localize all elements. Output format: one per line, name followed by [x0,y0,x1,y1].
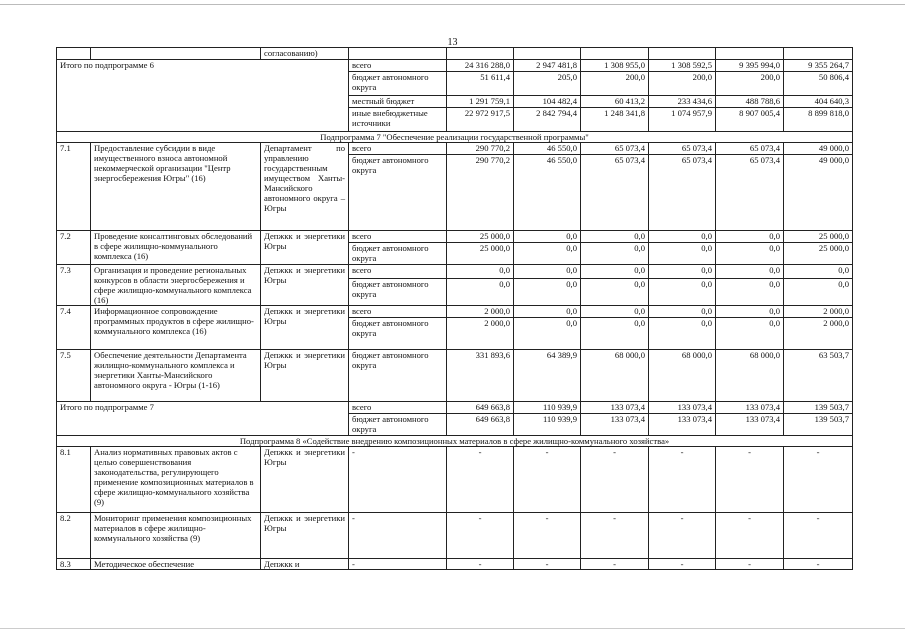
value-cell: 133 073,4 [716,414,784,436]
value-cell: - [649,559,716,570]
value-cell: 49 000,0 [784,155,853,231]
subtotal-label: Итого по подпрограмме 7 [57,402,349,436]
value-cell [716,48,784,60]
section-header: Подпрограмма 7 "Обеспечение реализации государственной программы" [57,132,853,143]
value-cell [514,48,581,60]
value-cell: - [581,559,649,570]
source-cell: местный бюджет [349,96,447,108]
responsible-cell: Депжкк и энергетики Югры [261,447,349,513]
value-cell: 133 073,4 [649,414,716,436]
value-cell: 488 788,6 [716,96,784,108]
value-cell: - [784,559,853,570]
source-cell [349,48,447,60]
section-header: Подпрограмма 8 «Содействие внедрению композиционных материалов в сфере жилищно-коммунального хозяйства» [57,436,853,447]
value-cell: 51 611,4 [447,72,514,96]
table-row [57,132,853,143]
value-cell: 0,0 [716,279,784,306]
value-cell: 0,0 [514,279,581,306]
value-cell: 68 000,0 [649,350,716,402]
value-cell: 1 074 957,9 [649,108,716,132]
source-cell: всего [349,306,447,318]
item-number: 8.1 [57,447,91,513]
value-cell: 133 073,4 [716,402,784,414]
value-cell: 49 000,0 [784,143,853,155]
item-number: 7.2 [57,231,91,265]
table-body [57,48,853,570]
item-name: Организация и проведение региональных конкурсов в области энергосбережения и сфере жилищно-коммунального комплекса (16) [91,265,261,306]
value-cell: 2 000,0 [784,318,853,350]
value-cell: - [716,447,784,513]
value-cell: 65 073,4 [581,155,649,231]
no-cell [57,48,91,60]
value-cell: 9 395 994,0 [716,60,784,72]
scan-top-edge [0,4,905,5]
value-cell: 1 291 759,1 [447,96,514,108]
value-cell: 649 663,8 [447,414,514,436]
item-name: Предоставление субсидии в виде имущественного взноса автономной некоммерческой организации "Центр энергосбережения Югры" (16) [91,143,261,231]
responsible-cell: Депжкк и энергетики Югры [261,231,349,265]
value-cell: - [514,513,581,559]
responsible-cell: Депжкк и [261,559,349,570]
source-cell: бюджет автономного округа [349,279,447,306]
value-cell: 2 000,0 [447,318,514,350]
value-cell: 200,0 [649,72,716,96]
value-cell: 0,0 [649,318,716,350]
source-cell: бюджет автономного округа [349,414,447,436]
value-cell: 0,0 [581,265,649,279]
value-cell [649,48,716,60]
item-name: Информационное сопровождение программных продуктов в сфере жилищно-коммунального комплекса (16) [91,306,261,350]
value-cell: - [716,559,784,570]
source-cell: всего [349,265,447,279]
table-row [57,143,853,155]
item-name: Проведение консалтинговых обследований в сфере жилищно-коммунального комплекса (16) [91,231,261,265]
value-cell: 110 939,9 [514,402,581,414]
page-number: 13 [447,37,458,48]
table-row [57,231,853,243]
value-cell: 8 907 005,4 [716,108,784,132]
value-cell: 0,0 [514,265,581,279]
value-cell: - [716,513,784,559]
value-cell: 0,0 [581,231,649,243]
value-cell: 0,0 [716,243,784,265]
value-cell: 25 000,0 [784,231,853,243]
value-cell: 200,0 [716,72,784,96]
table-row [57,265,853,279]
value-cell: 0,0 [716,231,784,243]
item-name: Анализ нормативных правовых актов с целью совершенствования законодательства, регулирующего применение композиционных материалов в сфере жилищно-коммунального хозяйства (9) [91,447,261,513]
table-row [57,306,853,318]
value-cell [784,48,853,60]
scan-bottom-edge [0,628,905,629]
value-cell: 65 073,4 [716,143,784,155]
value-cell: 1 308 592,5 [649,60,716,72]
value-cell: 205,0 [514,72,581,96]
value-cell: 139 503,7 [784,402,853,414]
responsible-cell: согласованию) [261,48,349,60]
value-cell: - [514,559,581,570]
value-cell: 68 000,0 [716,350,784,402]
value-cell: 0,0 [716,306,784,318]
value-cell: 0,0 [581,243,649,265]
source-cell: всего [349,143,447,155]
value-cell: 0,0 [514,318,581,350]
table-row [57,350,853,402]
source-cell: всего [349,402,447,414]
value-cell: 0,0 [514,231,581,243]
source-cell: иные внебюджетные источники [349,108,447,132]
value-cell: - [581,513,649,559]
value-cell: 60 413,2 [581,96,649,108]
item-number: 7.5 [57,350,91,402]
value-cell: 104 482,4 [514,96,581,108]
program-funding-table [56,47,853,570]
value-cell: 46 550,0 [514,143,581,155]
value-cell: - [784,447,853,513]
value-cell: 0,0 [447,265,514,279]
value-cell: 0,0 [649,243,716,265]
value-cell: 24 316 288,0 [447,60,514,72]
value-cell: 133 073,4 [581,414,649,436]
source-cell: бюджет автономного округа [349,155,447,231]
value-cell: 2 947 481,8 [514,60,581,72]
source-cell: - [349,447,447,513]
value-cell: 1 308 955,0 [581,60,649,72]
value-cell: 50 806,4 [784,72,853,96]
item-number: 7.4 [57,306,91,350]
table-row [57,559,853,570]
responsible-cell: Депжкк и энергетики Югры [261,350,349,402]
item-name: Мониторинг применения композиционных материалов в сфере жилищно-коммунального хозяйства (9) [91,513,261,559]
responsible-cell: Депжкк и энергетики Югры [261,306,349,350]
value-cell: - [784,513,853,559]
value-cell: 404 640,3 [784,96,853,108]
value-cell: 63 503,7 [784,350,853,402]
value-cell: 0,0 [649,231,716,243]
value-cell: 2 000,0 [447,306,514,318]
source-cell: всего [349,60,447,72]
value-cell: 0,0 [581,306,649,318]
subtotal-label: Итого по подпрограмме 6 [57,60,349,132]
responsible-cell: Депжкк и энергетики Югры [261,513,349,559]
value-cell: 2 842 794,4 [514,108,581,132]
value-cell: 64 389,9 [514,350,581,402]
item-number: 7.1 [57,143,91,231]
item-name: Методическое обеспечение [91,559,261,570]
value-cell [447,48,514,60]
value-cell: 200,0 [581,72,649,96]
value-cell: 0,0 [447,279,514,306]
source-cell: бюджет автономного округа [349,72,447,96]
value-cell: 0,0 [649,306,716,318]
value-cell: 2 000,0 [784,306,853,318]
source-cell: бюджет автономного округа [349,318,447,350]
value-cell: 68 000,0 [581,350,649,402]
name-cell [91,48,261,60]
value-cell: 0,0 [581,318,649,350]
value-cell: 290 770,2 [447,143,514,155]
table-row [57,447,853,513]
value-cell: - [649,513,716,559]
value-cell: 9 355 264,7 [784,60,853,72]
value-cell: 0,0 [581,279,649,306]
source-cell: бюджет автономного округа [349,350,447,402]
responsible-cell: Депжкк и энергетики Югры [261,265,349,306]
value-cell: 649 663,8 [447,402,514,414]
source-cell: - [349,513,447,559]
value-cell: - [581,447,649,513]
value-cell: 331 893,6 [447,350,514,402]
source-cell: всего [349,231,447,243]
value-cell [581,48,649,60]
value-cell: 110 939,9 [514,414,581,436]
value-cell: 233 434,6 [649,96,716,108]
table-row [57,513,853,559]
value-cell: 1 248 341,8 [581,108,649,132]
value-cell: 0,0 [784,265,853,279]
value-cell: 25 000,0 [447,231,514,243]
value-cell: 0,0 [649,279,716,306]
value-cell: 25 000,0 [447,243,514,265]
value-cell: 0,0 [716,318,784,350]
responsible-cell: Департамент по управлению государственным имуществом Ханты-Мансийского автономного округа – Югры [261,143,349,231]
source-cell: - [349,559,447,570]
item-number: 7.3 [57,265,91,306]
value-cell: 22 972 917,5 [447,108,514,132]
value-cell: 46 550,0 [514,155,581,231]
value-cell: - [649,447,716,513]
table-row [57,60,853,72]
value-cell: 0,0 [514,243,581,265]
value-cell: 25 000,0 [784,243,853,265]
value-cell: 8 899 818,0 [784,108,853,132]
value-cell: 290 770,2 [447,155,514,231]
value-cell: - [514,447,581,513]
value-cell: 0,0 [716,265,784,279]
item-number: 8.3 [57,559,91,570]
value-cell: 65 073,4 [649,143,716,155]
value-cell: 0,0 [649,265,716,279]
value-cell: - [447,559,514,570]
table-row [57,402,853,414]
value-cell: 139 503,7 [784,414,853,436]
value-cell: 133 073,4 [581,402,649,414]
table-row [57,48,853,60]
value-cell: 65 073,4 [716,155,784,231]
item-name: Обеспечение деятельности Департамента жилищно-коммунального комплекса и энергетики Ханты-Мансийского автономного округа - Югры (1-16) [91,350,261,402]
item-number: 8.2 [57,513,91,559]
table-row [57,436,853,447]
value-cell: - [447,447,514,513]
value-cell: 0,0 [784,279,853,306]
value-cell: 65 073,4 [649,155,716,231]
value-cell: 65 073,4 [581,143,649,155]
value-cell: 133 073,4 [649,402,716,414]
value-cell: 0,0 [514,306,581,318]
source-cell: бюджет автономного округа [349,243,447,265]
value-cell: - [447,513,514,559]
